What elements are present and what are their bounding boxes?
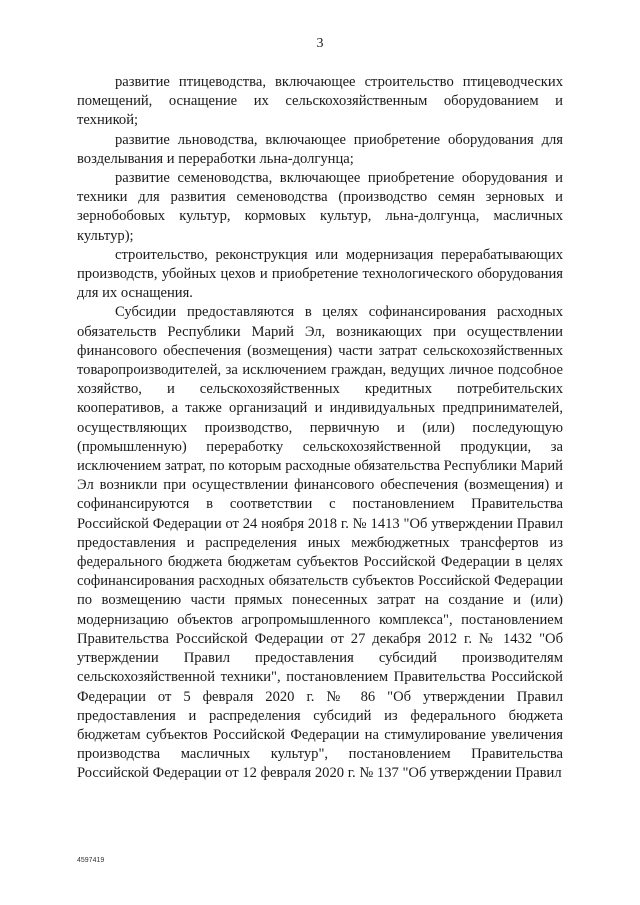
page-number: 3 [316, 36, 324, 51]
paragraph-subsidies: Субсидии предоставляются в целях софинансирования расходных обязательств Республики Марий Эл, возникающих при осуществлении финансового обеспечения (возмещения) части затрат сельскохозяйственных товаропроизводителей, за исключением граждан, ведущих личное подсобное хозяйство, и сельскохозяйственных кредитных потребительских кооперативов, а также организаций и индивидуальных предпринимателей, осуществляющих производство, первичную и (или) последующую (промышленную) переработку сельскохозяйственной продукции, за исключением затрат, по которым расходные обязательства Республики Марий Эл возникли при осуществлении финансового обеспечения (возмещения) и софинансируются в соответствии с постановлением Правительства Российской Федерации от 24 ноября 2018 г. № 1413 "Об утверждении Правил предоставления и распределения иных межбюджетных трансфертов из федерального бюджета бюджетам субъектов Российской Федерации в целях софинансирования расходных обязательств субъектов Российской Федерации по возмещению части прямых понесенных затрат на создание и (или) модернизацию объектов агропромышленного комплекса", постановлением Правительства Российской Федерации от 27 декабря 2012 г. № 1432 "Об утверждении Правил предоставления субсидий производителям сельскохозяйственной техники", постановлением Правительства Российской Федерации от 5 февраля 2020 г. № 86 "Об утверждении Правил предоставления и распределения субсидий из федерального бюджета бюджетам субъектов Российской Федерации на стимулирование увеличения производства масличных культур", постановлением Правительства Российской Федерации от 12 февраля 2020 г. № 137 "Об утверждении Правил [77, 304, 563, 782]
paragraph-poultry: развитие птицеводства, включающее строительство птицеводческих помещений, оснащение их сельскохозяйственным оборудованием и техникой; [77, 74, 563, 129]
paragraph-flax: развитие льноводства, включающее приобретение оборудования для возделывания и переработки льна-долгунца; [77, 131, 563, 167]
paragraph-processing: строительство, реконструкция или модернизация перерабатывающих производств, убойных цехов и приобретение технологического оборудования для их оснащения. [77, 246, 563, 302]
paragraph-seeds: развитие семеноводства, включающее приобретение оборудования и техники для развития семеноводства (производство семян зерновых и зернобобовых культур, кормовых культур, льна-долгунца, масличных культур); [77, 170, 563, 244]
document-body [77, 73, 563, 784]
document-code: 4597419 [77, 857, 105, 864]
